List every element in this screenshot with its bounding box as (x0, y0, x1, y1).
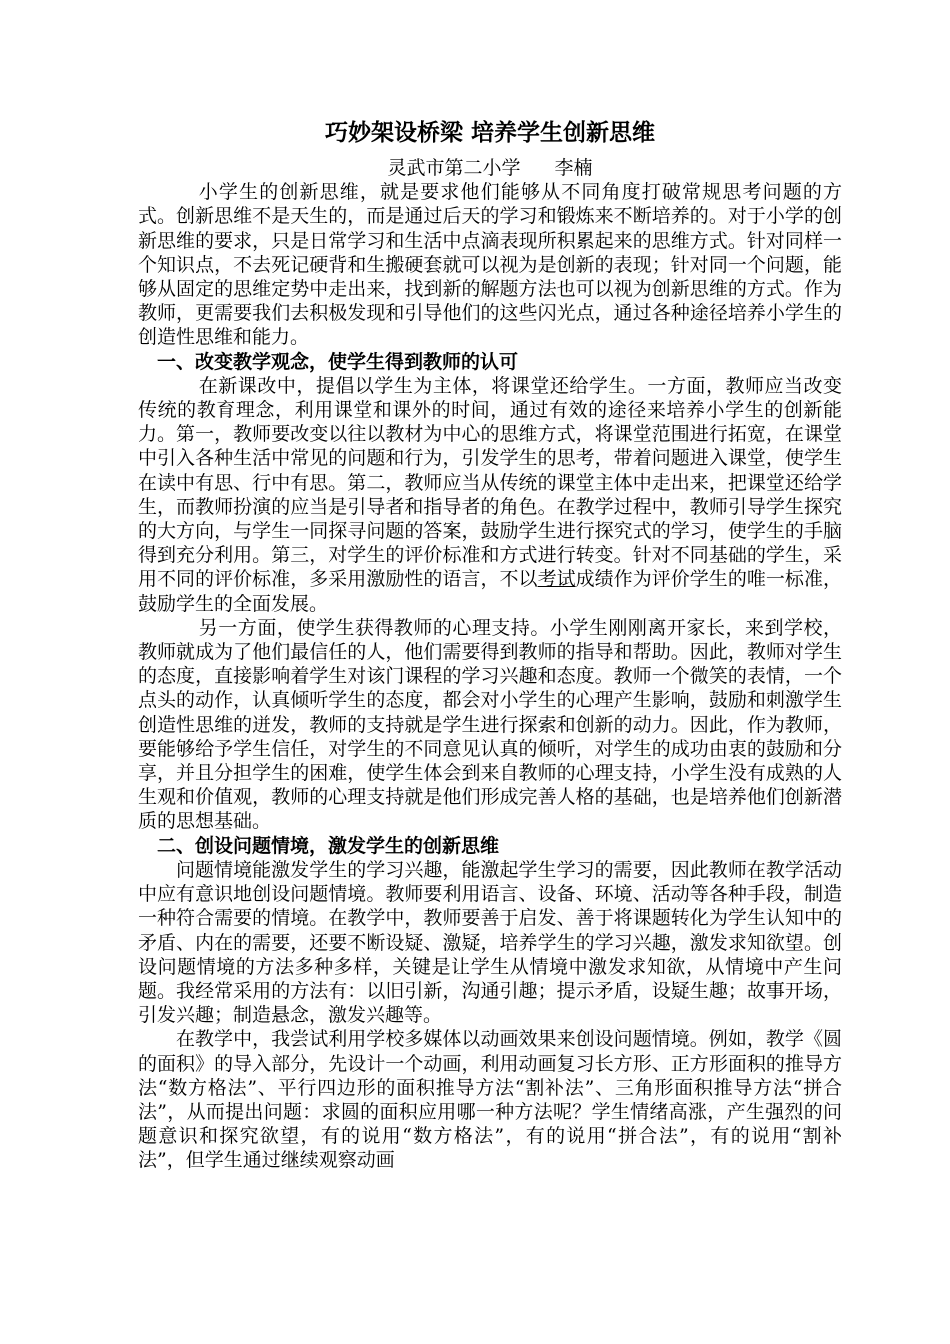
document-title: 巧妙架设桥梁 培养学生创新思维 (324, 120, 655, 146)
author-school: 灵武市第二小学 (387, 157, 521, 179)
section-1-paragraph-1 (138, 374, 842, 616)
exam-link[interactable]: 考试 (537, 568, 576, 591)
section-1-paragraph-2: 另一方面，使学生获得教师的心理支持。小学生刚刚离开家长，来到学校，教师就成为了他们最信任的人，他们需要得到教师的指导和帮助。因此，教师对学生的态度，直接影响着学生对该门课程的学习兴趣和态度。教师一个微笑的表情，一个点头的动作，认真倾听学生的态度，都会对小学生的心理产生影响，鼓励和刺激学生创造性思维的迸发，教师的支持就是学生进行探索和创新的动力。因此，作为教师，要能够给予学生信任，对学生的不同意见认真的倾听，对学生的成功由衷的鼓励和分享，并且分担学生的困难，使学生体会到来自教师的心理支持，小学生没有成熟的人生观和价值观，教师的心理支持就是他们形成完善人格的基础，也是培养他们创新潜质的思想基础。 (138, 616, 842, 833)
intro-paragraph: 小学生的创新思维，就是要求他们能够从不同角度打破常规思考问题的方式。创新思维不是天生的，而是通过后天的学习和锻炼来不断培养的。对于小学的创新思维的要求，只是日常学习和生活中点滴表现所积累起来的思维方式。针对同样一个知识点，不去死记硬背和生搬硬套就可以视为是创新的表现；针对同一个问题，能够从固定的思维定势中走出来，找到新的解题方法也可以视为创新思维的方式。作为教师，更需要我们去积极发现和引导他们的这些闪光点，通过各种途径培养小学生的创造性思维和能力。 (138, 181, 842, 349)
section-1-heading: 一、改变教学观念，使学生得到教师的认可 (157, 350, 519, 373)
author-name: 李楠 (554, 157, 593, 179)
document-page (138, 118, 842, 1173)
section-1-text-after-link: 成绩作为评价学生的唯一标准，鼓励学生的全面发展。 (138, 568, 842, 615)
author-line (138, 156, 842, 180)
section-1-text-before-link: 在新课改中，提倡以学生为主体，将课堂还给学生。一方面，教师应当改变传统的教育理念，利用课堂和课外的时间，通过有效的途径来培养小学生的创新能力。第一，教师要改变以往以教材为中心的思维方式，将课堂范围进行拓宽，在课堂中引入各种生活中常见的问题和行为，引发学生的思考，带着问题进入课堂，使学生在读中有思、行中有思。第二，教师应当从传统的课堂主体中走出来，把课堂还给学生，而教师扮演的应当是引导者和指导者的角色。在教学过程中，教师引导学生探究的大方向，与学生一同探寻问题的答案，鼓励学生进行探究式的学习，使学生的手脑得到充分利用。第三，对学生的评价标准和方式进行转变。针对不同基础的学生，采用不同的评价标准，多采用激励性的语言，不以 (138, 374, 842, 591)
section-2-paragraph-1: 问题情境能激发学生的学习兴趣，能激起学生学习的需要，因此教师在教学活动中应有意识地创设问题情境。教师要利用语言、设备、环境、活动等各种手段，制造一种符合需要的情境。在教学中，教师要善于启发、善于将课题转化为学生认知中的矛盾、内在的需要，还要不断设疑、激疑，培养学生的学习兴趣，激发求知欲望。创设问题情境的方法多种多样，关键是让学生从情境中激发求知欲，从情境中产生问题。我经常采用的方法有：以旧引新，沟通引趣；提示矛盾，设疑生趣；故事开场，引发兴趣；制造悬念，激发兴趣等。 (138, 858, 842, 1027)
section-2-paragraph-2: 在教学中，我尝试利用学校多媒体以动画效果来创设问题情境。例如，教学《圆的面积》的导入部分，先设计一个动画，利用动画复习长方形、正方形面积的推导方法“数方格法”、平行四边形的面积推导方法“割补法”、三角形面积推导方法“拼合法”，从而提出问题：求圆的面积应用哪一种方法呢？学生情绪高涨，产生强烈的问题意识和探究欲望，有的说用“数方格法”，有的说用“拼合法”，有的说用“割补法”，但学生通过继续观察动画 (138, 1028, 842, 1172)
section-2-heading: 二、创设问题情境，激发学生的创新思维 (157, 834, 500, 857)
